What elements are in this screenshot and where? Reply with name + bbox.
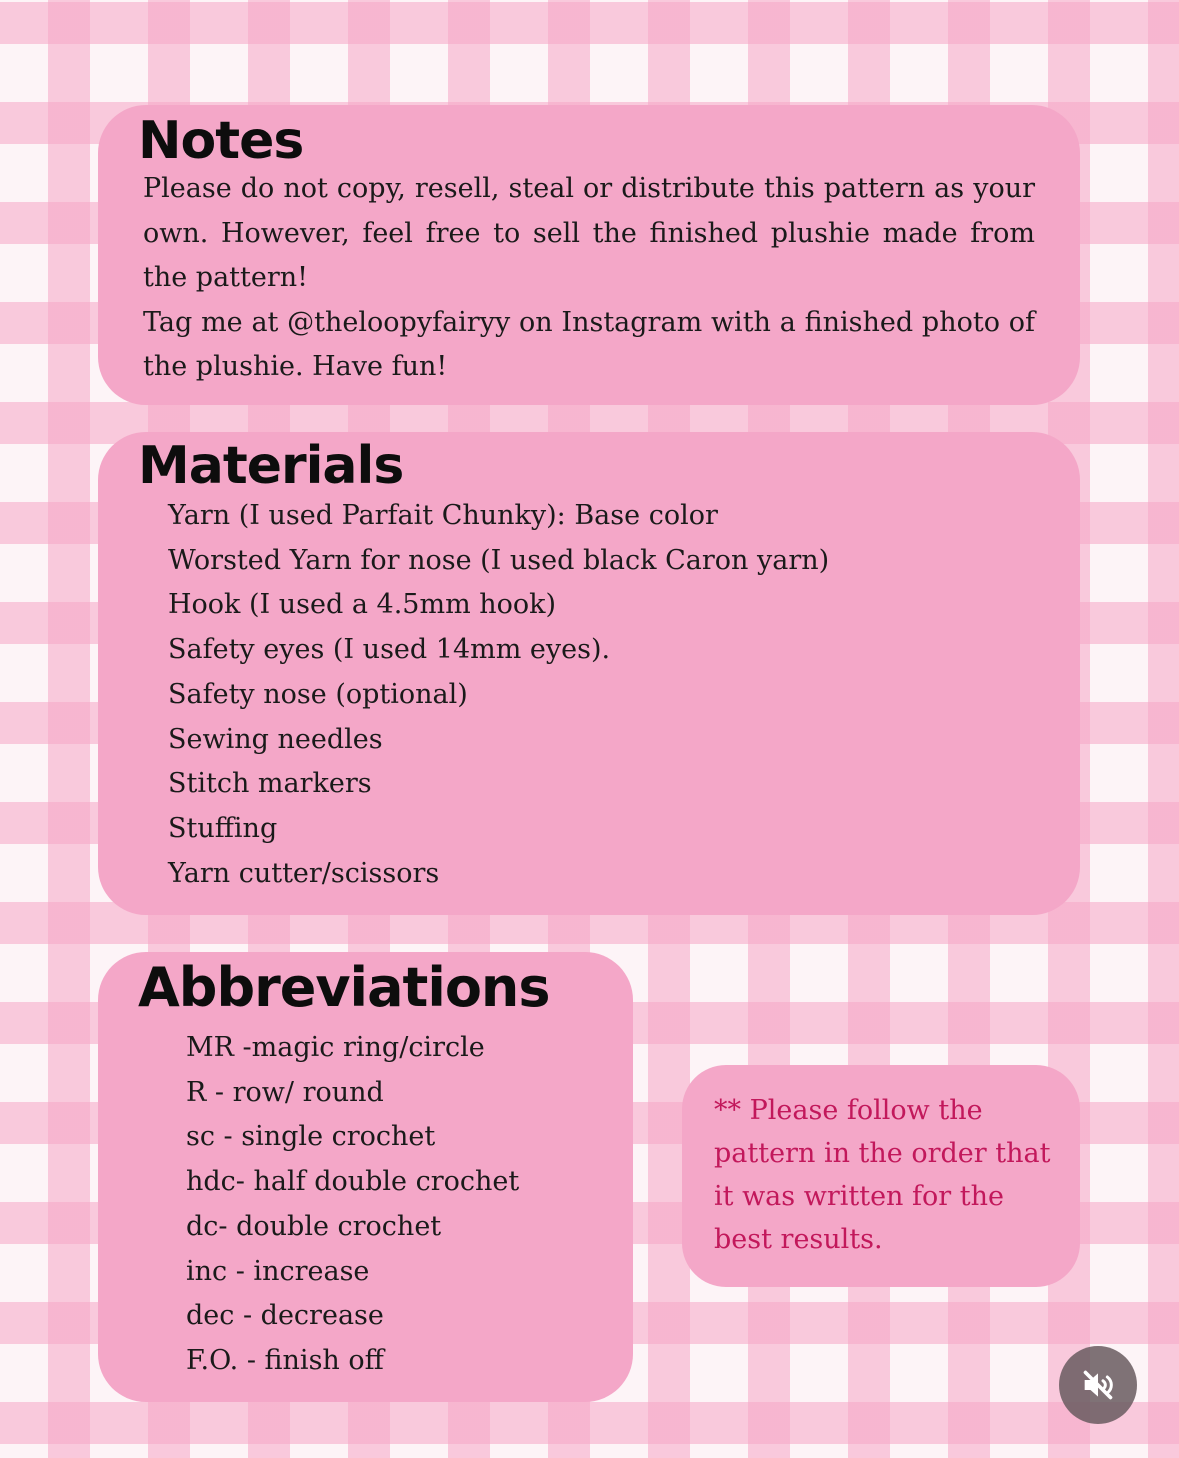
list-item: Stitch markers xyxy=(168,768,372,800)
list-item: dec - decrease xyxy=(186,1300,384,1332)
list-item: Yarn (I used Parfait Chunky): Base color xyxy=(168,500,718,531)
materials-card xyxy=(98,432,1080,915)
list-item: Worsted Yarn for nose (I used black Caron yarn) xyxy=(168,544,830,576)
list-item: Stuffing xyxy=(168,812,278,844)
mute-button[interactable] xyxy=(1059,1346,1137,1424)
materials-list xyxy=(168,494,829,896)
list-item: F.O. - finish off xyxy=(186,1344,384,1376)
notes-body xyxy=(143,167,1035,390)
list-item: Hook (I used a 4.5mm hook) xyxy=(168,589,557,621)
tip-card xyxy=(682,1065,1080,1287)
list-item: inc - increase xyxy=(186,1255,370,1287)
list-item: Safety nose (optional) xyxy=(168,678,468,710)
list-item: dc- double crochet xyxy=(186,1210,442,1242)
list-item: MR -magic ring/circle xyxy=(186,1032,485,1063)
notes-card xyxy=(98,105,1080,405)
list-item: sc - single crochet xyxy=(186,1121,436,1153)
list-item: Sewing needles xyxy=(168,723,383,755)
materials-title: Materials xyxy=(138,436,404,496)
list-item: R - row/ round xyxy=(186,1076,384,1108)
abbreviations-list xyxy=(186,1026,519,1384)
notes-paragraph-1: Please do not copy, resell, steal or distribute this pattern as your own. However, feel free to sell the finished plushie made from the pattern! xyxy=(143,173,1035,293)
list-item: hdc- half double crochet xyxy=(186,1166,520,1198)
notes-paragraph-2: Tag me at @theloopyfairyy on Instagram with a finished photo of the plushie. Have fun! xyxy=(143,306,1035,382)
abbreviations-title: Abbreviations xyxy=(138,956,550,1019)
list-item: Safety eyes (I used 14mm eyes). xyxy=(168,634,611,666)
notes-title: Notes xyxy=(138,111,304,171)
list-item: Yarn cutter/scissors xyxy=(168,857,440,889)
tip-text: ** Please follow the pattern in the order that it was written for the best results. xyxy=(714,1095,1051,1255)
speaker-muted-icon xyxy=(1078,1365,1118,1405)
abbreviations-card xyxy=(98,952,633,1402)
